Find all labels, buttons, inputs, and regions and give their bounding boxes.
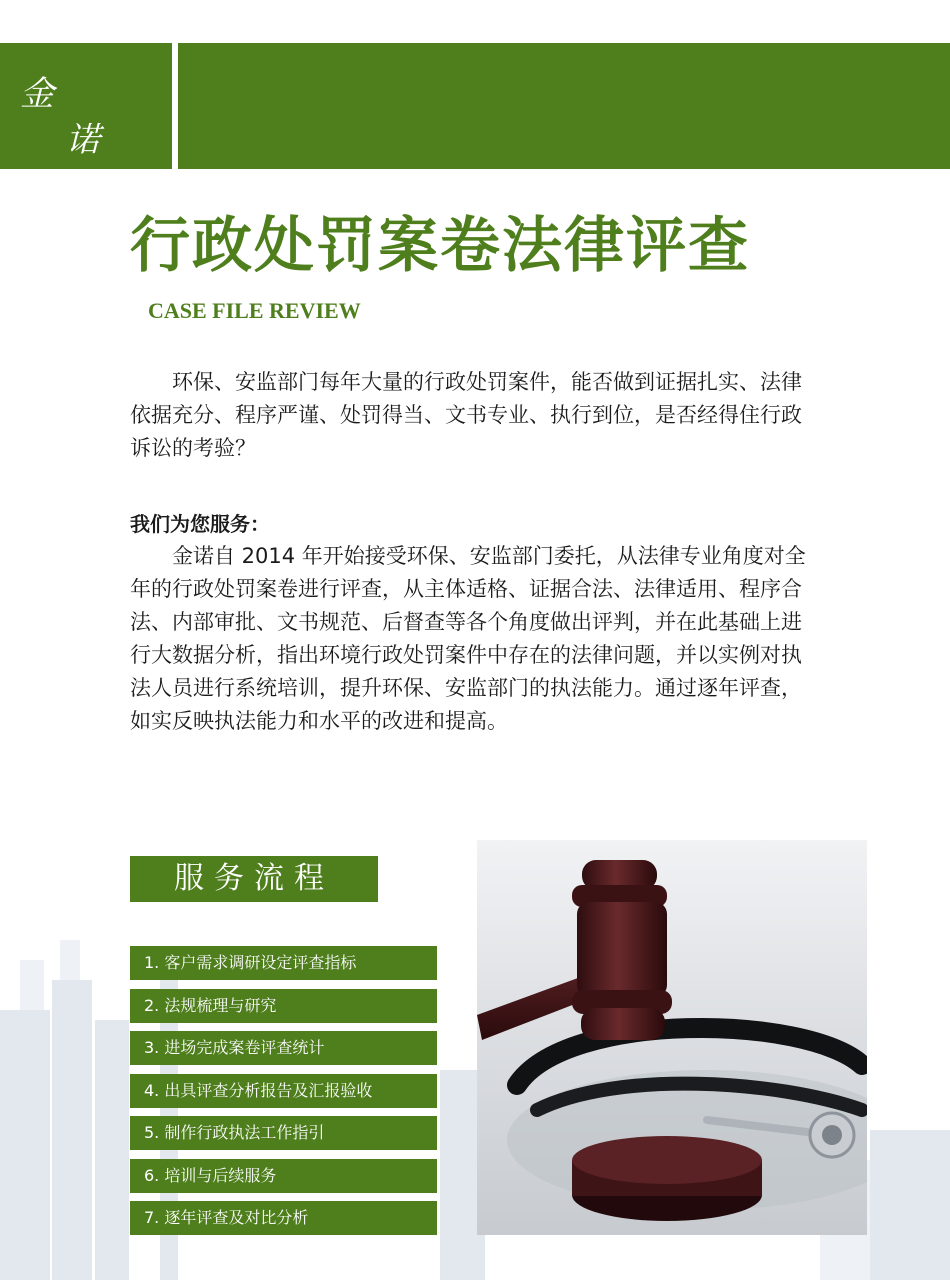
page-title: 行政处罚案卷法律评查 [130,211,750,281]
process-step: 6. 培训与后续服务 [130,1159,437,1193]
intro-paragraph: 环保、安监部门每年大量的行政处罚案件，能否做到证据扎实、法律依据充分、程序严谨、处罚得当、文书专业、执行到位，是否经得住行政诉讼的考验？ [130,370,802,460]
logo-text-top: 金 [20,74,54,114]
logo [0,43,172,169]
logo-mark [14,57,134,161]
header-band [0,43,950,169]
page-subtitle: CASE FILE REVIEW [148,298,361,323]
process-step: 5. 制作行政执法工作指引 [130,1116,437,1150]
process-step: 3. 进场完成案卷评查统计 [130,1031,437,1065]
process-title: 服务流程 [130,856,378,902]
header-bar [178,43,950,169]
services-heading: 我们为您服务： [130,512,270,536]
process-steps [130,946,437,1244]
process-step: 7. 逐年评查及对比分析 [130,1201,437,1235]
process-step: 2. 法规梳理与研究 [130,989,437,1023]
process-step: 1. 客户需求调研设定评查指标 [130,946,437,980]
services-paragraph: 金诺自 2014 年开始接受环保、安监部门委托，从法律专业角度对全年的行政处罚案卷进行评查，从主体适格、证据合法、法律适用、程序合法、内部审批、文书规范、后督查等各个角度做出评判，并在此基础上进行大数据分析，指出环境行政处罚案件中存在的法律问题，并以实例对执法人员进行系统培训，提升环保、安监部门的执法能力。通过逐年评查，如实反映执法能力和水平的改进和提高。 [130,544,806,733]
gavel-icon [477,840,867,1235]
process-step: 4. 出具评查分析报告及汇报验收 [130,1074,437,1108]
gavel-stethoscope-photo [477,840,867,1235]
logo-text-bottom: 诺 [66,120,100,160]
